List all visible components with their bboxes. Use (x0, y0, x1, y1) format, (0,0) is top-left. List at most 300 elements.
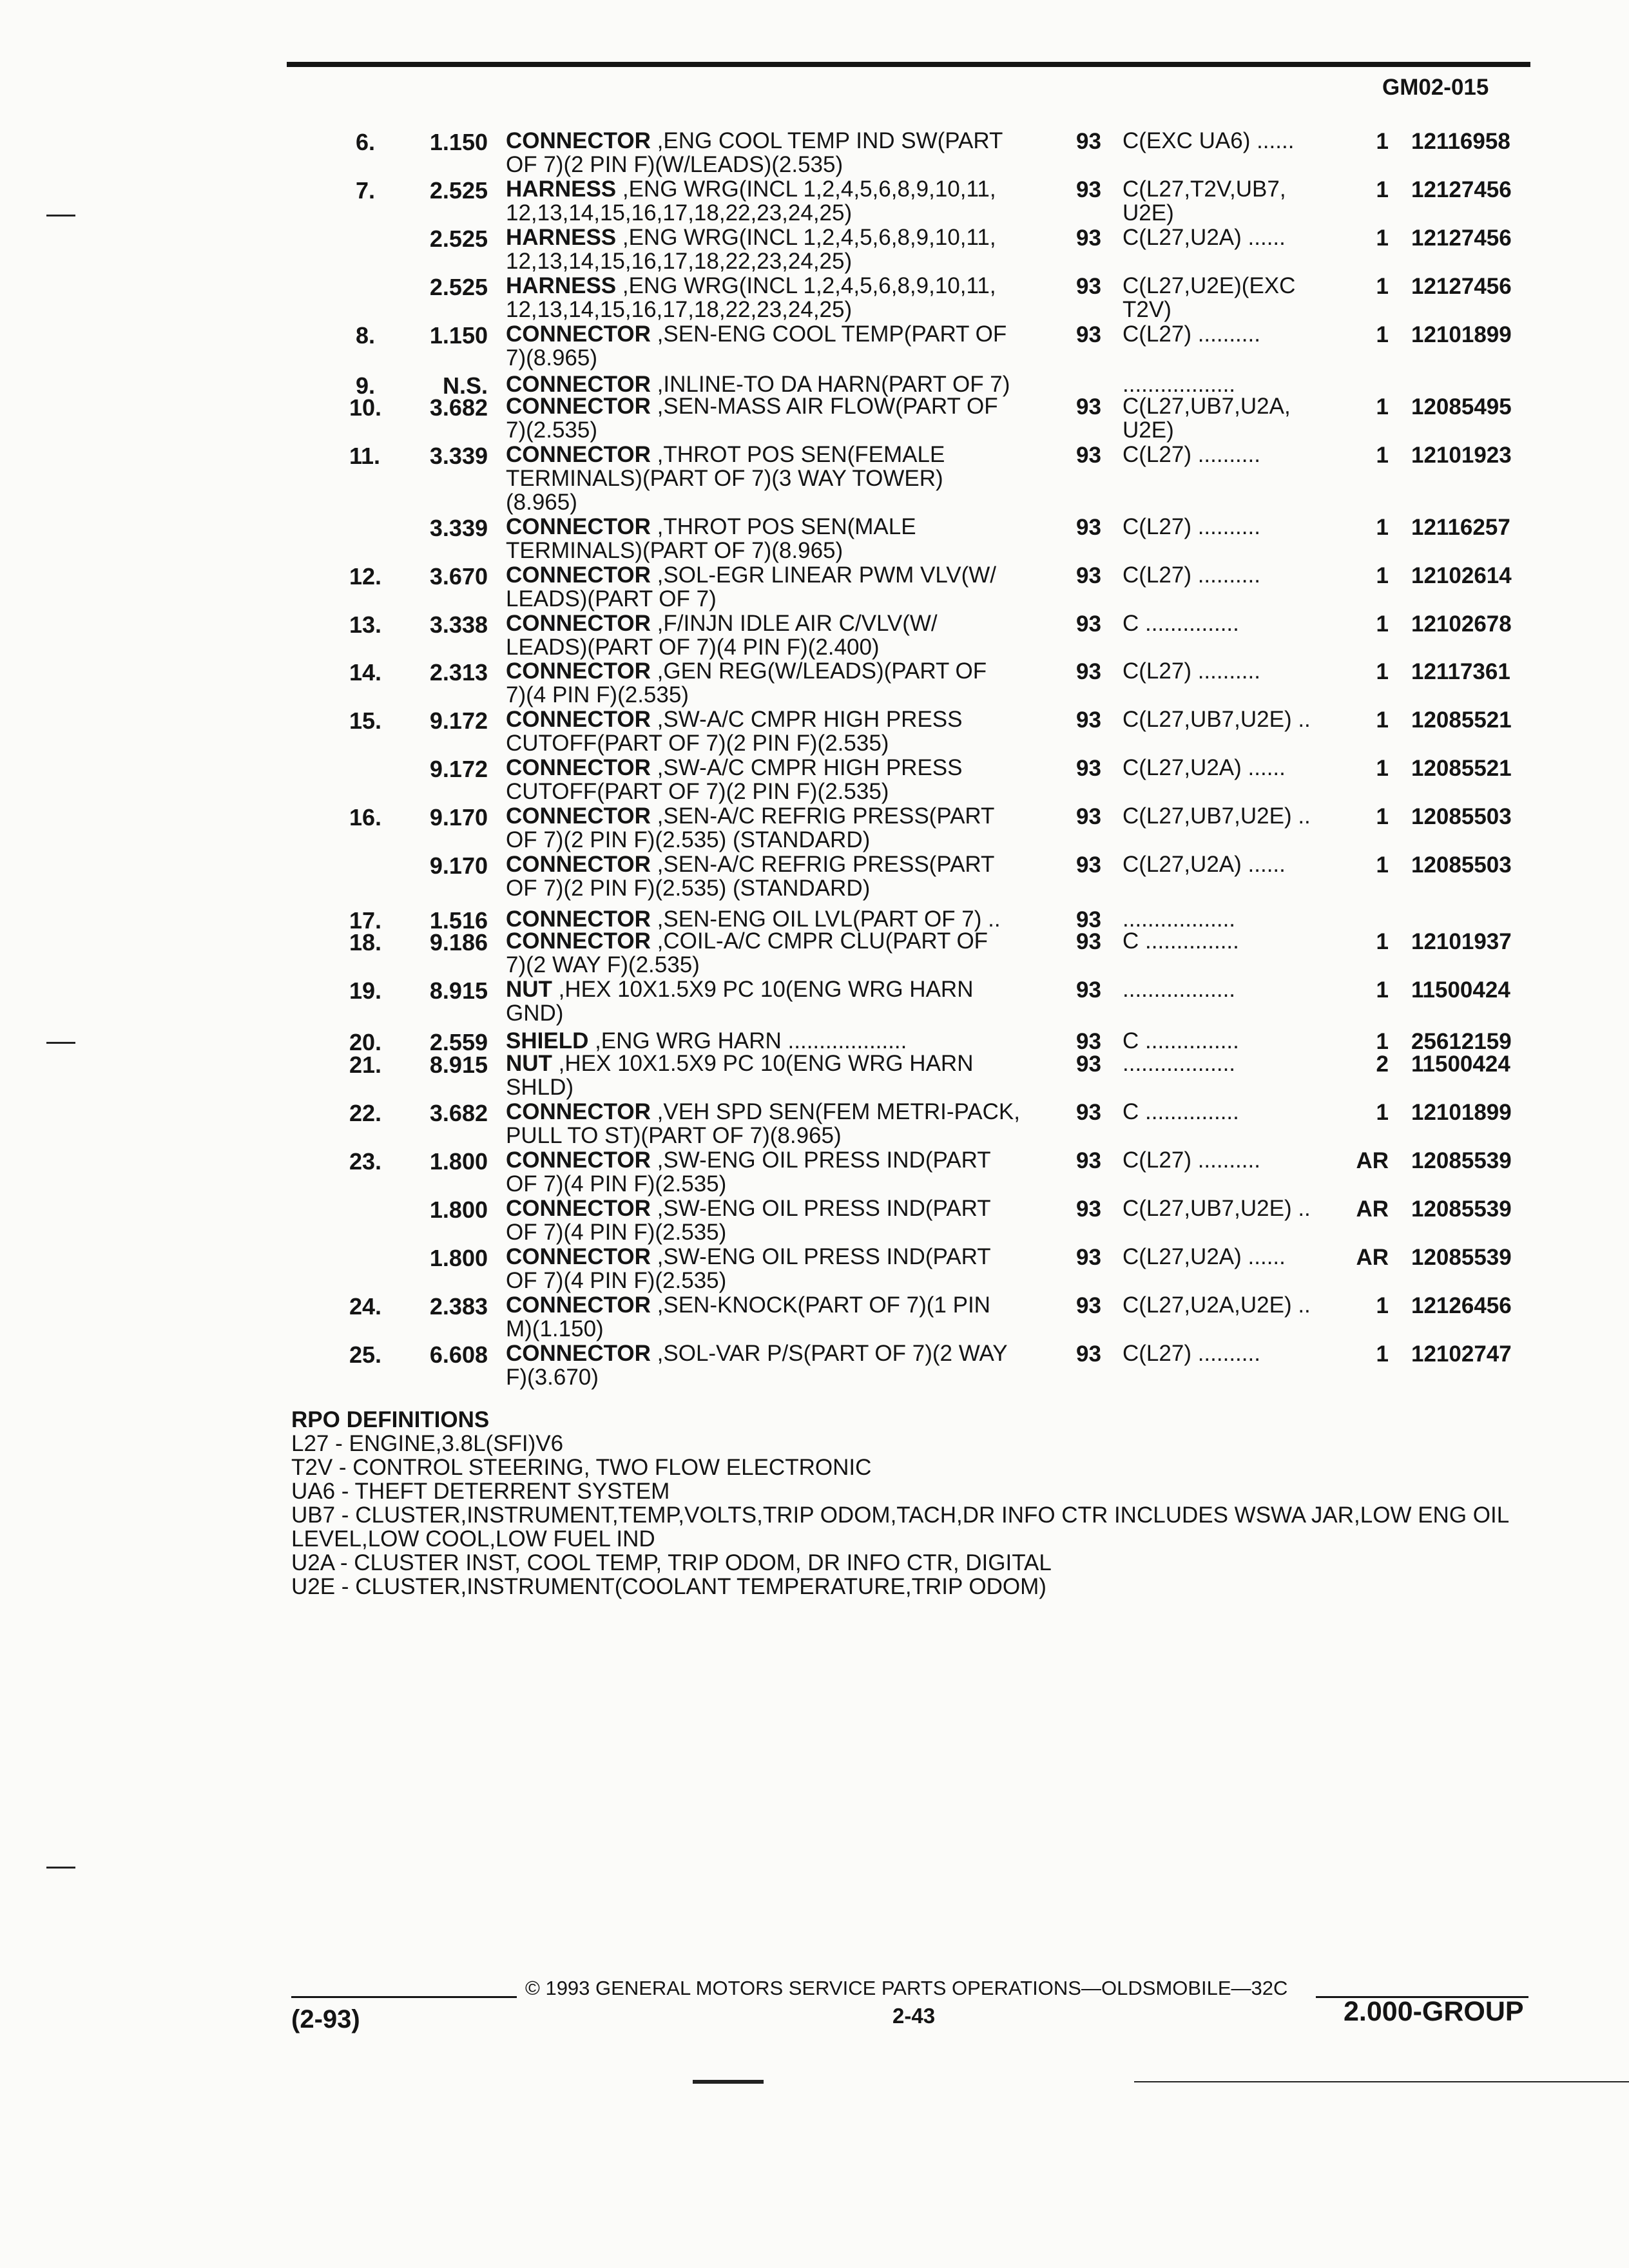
illustration-ref: 8.915 (429, 1052, 488, 1078)
part-row (0, 1245, 1629, 1293)
item-number: 13. (349, 611, 382, 638)
model-year: 93 (1076, 274, 1101, 299)
description-line: LEADS)(PART OF 7) (506, 586, 717, 611)
application (1123, 1196, 1311, 1220)
part-description (506, 611, 938, 659)
illustration-ref: 1.800 (429, 1148, 488, 1175)
item-number: 25. (349, 1341, 382, 1368)
application (1123, 322, 1260, 346)
illustration-ref: 2.313 (429, 659, 488, 686)
item-number: 23. (349, 1148, 382, 1175)
quantity: 1 (1376, 1100, 1389, 1125)
application-line: C(L27,UB7,U2E) .. (1123, 803, 1311, 829)
application-line: U2E) (1123, 418, 1174, 443)
application-line: .................. (1123, 1051, 1236, 1076)
model-year: 93 (1076, 1029, 1101, 1054)
part-number: 12127456 (1411, 226, 1512, 251)
application-line: C(EXC UA6) ...... (1123, 128, 1295, 153)
application (1123, 177, 1286, 225)
description-line: ,SEN-KNOCK(PART OF 7)(1 PIN (650, 1293, 990, 1318)
part-number: 11500424 (1411, 1052, 1510, 1077)
model-year: 93 (1076, 443, 1101, 468)
application-line: C(L27) .......... (1123, 322, 1260, 347)
model-year: 93 (1076, 177, 1101, 202)
quantity: 1 (1376, 611, 1389, 637)
application (1123, 1341, 1260, 1365)
part-description (506, 129, 1003, 177)
description-line: ,HEX 10X1.5X9 PC 10(ENG WRG HARN (552, 977, 974, 1002)
model-year: 93 (1076, 907, 1101, 932)
model-year: 93 (1076, 1341, 1101, 1367)
rpo-line: U2E - CLUSTER,INSTRUMENT(COOLANT TEMPERATURE,TRIP ODOM) (291, 1574, 1046, 1599)
quantity: 1 (1376, 977, 1389, 1003)
part-number: 12127456 (1411, 177, 1512, 202)
description-line: 12,13,14,15,16,17,18,22,23,24,25) (506, 249, 853, 274)
model-year: 93 (1076, 1052, 1101, 1077)
description-line: OF 7)(2 PIN F)(2.535) (STANDARD) (506, 827, 871, 852)
model-year: 93 (1076, 1100, 1101, 1125)
description-line: OF 7)(4 PIN F)(2.535) (506, 1171, 727, 1196)
part-description (506, 1293, 990, 1341)
application-line: .................. (1123, 977, 1236, 1002)
description-line: 7)(2 WAY F)(2.535) (506, 952, 700, 977)
page-number: 2-43 (892, 2004, 936, 2028)
quantity: 1 (1376, 804, 1389, 829)
footer-rule-left (291, 1996, 517, 1998)
illustration-ref: 2.559 (429, 1029, 488, 1055)
description-line: ,SOL-EGR LINEAR PWM VLV(W/ (650, 562, 997, 588)
rpo-title: RPO DEFINITIONS (291, 1407, 490, 1432)
model-year: 93 (1076, 226, 1101, 251)
item-number: 12. (349, 563, 382, 590)
model-year: 93 (1076, 611, 1101, 637)
part-noun: CONNECTOR (506, 128, 651, 153)
application-line: .................. (1123, 907, 1236, 932)
part-noun: CONNECTOR (506, 1244, 651, 1269)
application-line: C(L27) .......... (1123, 514, 1260, 539)
illustration-ref: 1.800 (429, 1196, 488, 1223)
description-line: (8.965) (506, 490, 577, 515)
application-line: C(L27) .......... (1123, 442, 1260, 467)
item-number: 18. (349, 929, 382, 956)
description-line: ,SOL-VAR P/S(PART OF 7)(2 WAY (650, 1341, 1008, 1366)
part-row (0, 707, 1629, 756)
part-noun: CONNECTOR (506, 1099, 651, 1124)
part-number: 12101899 (1411, 1100, 1512, 1125)
description-line: ,SEN-ENG OIL LVL(PART OF 7) .. (650, 907, 1001, 932)
description-line: F)(3.670) (506, 1365, 599, 1390)
quantity: 1 (1376, 659, 1389, 684)
part-number: 12102678 (1411, 611, 1512, 637)
part-row (0, 322, 1629, 370)
illustration-ref: 2.383 (429, 1293, 488, 1320)
description-line: 7)(8.965) (506, 345, 598, 370)
quantity: 1 (1376, 443, 1389, 468)
part-noun: CONNECTOR (506, 852, 651, 877)
model-year: 93 (1076, 659, 1101, 684)
description-line: ,SEN-ENG COOL TEMP(PART OF (650, 322, 1007, 347)
item-number: 10. (349, 394, 382, 421)
description-line: ,ENG WRG HARN ................... (588, 1028, 907, 1053)
application (1123, 372, 1235, 396)
model-year: 93 (1076, 394, 1101, 419)
part-row (0, 804, 1629, 852)
application (1123, 804, 1311, 828)
part-description (506, 177, 996, 225)
illustration-ref: 6.608 (429, 1341, 488, 1368)
part-row (0, 129, 1629, 177)
quantity: 1 (1376, 929, 1389, 954)
part-row (0, 929, 1629, 977)
rpo-line: T2V - CONTROL STEERING, TWO FLOW ELECTRONIC (291, 1455, 872, 1480)
part-description (506, 394, 998, 442)
part-noun: CONNECTOR (506, 928, 651, 954)
description-line: ,ENG WRG(INCL 1,2,4,5,6,8,9,10,11, (616, 177, 996, 202)
part-row (0, 756, 1629, 804)
model-year: 93 (1076, 129, 1101, 154)
part-row (0, 611, 1629, 660)
quantity: 1 (1376, 852, 1389, 878)
illustration-ref: 1.516 (429, 907, 488, 934)
illustration-ref: 3.339 (429, 443, 488, 469)
model-year: 93 (1076, 563, 1101, 588)
part-number: 12126456 (1411, 1293, 1512, 1318)
illustration-ref: 9.172 (429, 756, 488, 782)
part-row (0, 563, 1629, 611)
part-description (506, 1029, 907, 1053)
part-number: 12127456 (1411, 274, 1512, 299)
description-line: OF 7)(4 PIN F)(2.535) (506, 1268, 727, 1293)
application-line: C(L27) .......... (1123, 658, 1260, 684)
model-year: 93 (1076, 756, 1101, 781)
description-line: CUTOFF(PART OF 7)(2 PIN F)(2.535) (506, 779, 889, 804)
scan-mark (46, 215, 75, 216)
illustration-ref: 9.170 (429, 804, 488, 831)
description-line: ,SW-ENG OIL PRESS IND(PART (650, 1148, 991, 1173)
application-line: C ............... (1123, 611, 1239, 636)
rpo-line: LEVEL,LOW COOL,LOW FUEL IND (291, 1526, 655, 1552)
description-line: ,F/INJN IDLE AIR C/VLV(W/ (650, 611, 938, 636)
illustration-ref: 3.682 (429, 394, 488, 421)
description-line: ,VEH SPD SEN(FEM METRI-PACK, (650, 1099, 1020, 1124)
item-number: 24. (349, 1293, 382, 1320)
illustration-ref: 3.670 (429, 563, 488, 590)
part-number: 12101899 (1411, 322, 1512, 347)
description-line: TERMINALS)(PART OF 7)(3 WAY TOWER) (506, 466, 943, 491)
part-number: 12085539 (1411, 1196, 1512, 1222)
part-noun: CONNECTOR (506, 322, 651, 347)
scan-mark (46, 1042, 75, 1044)
model-year: 93 (1076, 852, 1101, 878)
part-number: 12085521 (1411, 707, 1512, 733)
part-number: 12085495 (1411, 394, 1512, 419)
description-line: ,ENG WRG(INCL 1,2,4,5,6,8,9,10,11, (616, 273, 996, 298)
description-line: 12,13,14,15,16,17,18,22,23,24,25) (506, 200, 853, 226)
part-row (0, 1052, 1629, 1100)
part-row (0, 515, 1629, 563)
item-number: 20. (349, 1029, 382, 1055)
quantity: 1 (1376, 707, 1389, 733)
application (1123, 394, 1291, 442)
application (1123, 443, 1260, 466)
model-year: 93 (1076, 1245, 1101, 1270)
scan-mark (693, 2080, 764, 2084)
group-label: 2.000-GROUP (1344, 1996, 1524, 2027)
part-row (0, 177, 1629, 226)
application (1123, 977, 1235, 1001)
application (1123, 274, 1295, 322)
description-line: ,SEN-A/C REFRIG PRESS(PART (650, 852, 995, 877)
model-year: 93 (1076, 1196, 1101, 1222)
part-description (506, 443, 945, 514)
part-description (506, 563, 996, 611)
part-noun: NUT (506, 977, 552, 1002)
part-number: 11500424 (1411, 977, 1510, 1003)
description-line: 7)(4 PIN F)(2.535) (506, 682, 689, 707)
part-row (0, 394, 1629, 443)
description-line: ,INLINE-TO DA HARN(PART OF 7) (650, 372, 1010, 397)
item-number: 21. (349, 1052, 382, 1078)
item-number: 17. (349, 907, 382, 934)
revision-date: (2-93) (291, 2005, 360, 2033)
rpo-line: UA6 - THEFT DETERRENT SYSTEM (291, 1479, 670, 1504)
part-noun: CONNECTOR (506, 1196, 651, 1221)
description-line: ,ENG WRG(INCL 1,2,4,5,6,8,9,10,11, (616, 225, 996, 250)
quantity: 1 (1376, 322, 1389, 347)
part-noun: CONNECTOR (506, 707, 651, 732)
application (1123, 611, 1239, 635)
description-line: OF 7)(2 PIN F)(W/LEADS)(2.535) (506, 152, 843, 177)
part-number: 12101923 (1411, 443, 1512, 468)
description-line: PULL TO ST)(PART OF 7)(8.965) (506, 1123, 842, 1148)
application-line: C(L27,U2A) ...... (1123, 755, 1286, 780)
application-line: C(L27,UB7,U2E) .. (1123, 707, 1311, 732)
application-line: T2V) (1123, 297, 1171, 322)
catalog-code: GM02-015 (1382, 75, 1489, 100)
quantity: 1 (1376, 226, 1389, 251)
application (1123, 1029, 1239, 1053)
quantity: 1 (1376, 563, 1389, 588)
illustration-ref: 9.186 (429, 929, 488, 956)
quantity: AR (1356, 1148, 1389, 1173)
description-line: CUTOFF(PART OF 7)(2 PIN F)(2.535) (506, 731, 889, 756)
part-number: 25612159 (1411, 1029, 1512, 1054)
application (1123, 1148, 1260, 1172)
description-line: ,ENG COOL TEMP IND SW(PART (650, 128, 1003, 153)
description-line: OF 7)(2 PIN F)(2.535) (STANDARD) (506, 876, 871, 901)
description-line: ,SW-A/C CMPR HIGH PRESS (650, 707, 963, 732)
application (1123, 226, 1286, 249)
description-line: ,SEN-MASS AIR FLOW(PART OF (650, 394, 998, 419)
quantity: 1 (1376, 1293, 1389, 1318)
quantity: 1 (1376, 1029, 1389, 1054)
rpo-line: U2A - CLUSTER INST, COOL TEMP, TRIP ODOM, DR INFO CTR, DIGITAL (291, 1550, 1052, 1575)
rpo-line: UB7 - CLUSTER,INSTRUMENT,TEMP,VOLTS,TRIP ODOM,TACH,DR INFO CTR INCLUDES WSWA JAR,LOW ENG OIL (291, 1503, 1510, 1528)
application (1123, 129, 1294, 153)
application (1123, 1245, 1286, 1269)
model-year: 93 (1076, 929, 1101, 954)
description-line: M)(1.150) (506, 1316, 604, 1341)
description-line: GND) (506, 1001, 564, 1026)
quantity: 1 (1376, 1341, 1389, 1367)
description-line: ,SEN-A/C REFRIG PRESS(PART (650, 803, 995, 829)
part-noun: HARNESS (506, 273, 617, 298)
illustration-ref: 2.525 (429, 274, 488, 300)
application (1123, 929, 1239, 953)
rpo-definitions (291, 1408, 1509, 1599)
application (1123, 1293, 1311, 1317)
quantity: 1 (1376, 756, 1389, 781)
model-year: 93 (1076, 707, 1101, 733)
model-year: 93 (1076, 977, 1101, 1003)
part-row (0, 442, 1629, 515)
description-line: ,THROT POS SEN(MALE (650, 514, 916, 539)
application-line: C ............... (1123, 1028, 1239, 1053)
item-number: 19. (349, 977, 382, 1004)
part-noun: CONNECTOR (506, 394, 651, 419)
part-row (0, 1100, 1629, 1148)
part-row (0, 1293, 1629, 1341)
part-description (506, 1341, 1008, 1389)
part-description (506, 929, 988, 977)
part-description (506, 274, 996, 322)
application-line: C(L27,U2A) ...... (1123, 225, 1286, 250)
illustration-ref: 1.150 (429, 129, 488, 155)
illustration-ref: 9.172 (429, 707, 488, 734)
part-noun: NUT (506, 1051, 552, 1076)
part-noun: CONNECTOR (506, 611, 651, 636)
part-noun: CONNECTOR (506, 658, 651, 684)
part-noun: CONNECTOR (506, 442, 651, 467)
part-noun: HARNESS (506, 225, 617, 250)
part-row (0, 1148, 1629, 1196)
rpo-line: L27 - ENGINE,3.8L(SFI)V6 (291, 1431, 564, 1456)
part-row (0, 226, 1629, 274)
part-description (506, 659, 987, 707)
part-row (0, 852, 1629, 901)
part-number: 12085521 (1411, 756, 1512, 781)
application-line: .................. (1123, 372, 1236, 397)
description-line: ,GEN REG(W/LEADS)(PART OF (650, 658, 987, 684)
illustration-ref: 8.915 (429, 977, 488, 1004)
quantity: 1 (1376, 515, 1389, 540)
part-description (506, 1148, 991, 1196)
part-description (506, 756, 963, 803)
part-number: 12117361 (1411, 659, 1510, 684)
item-number: 22. (349, 1100, 382, 1126)
application-line: C(L27) .......... (1123, 1341, 1260, 1366)
part-number: 12085503 (1411, 852, 1512, 878)
item-number: 8. (355, 322, 375, 349)
top-rule (287, 62, 1530, 67)
application-line: C(L27,UB7,U2E) .. (1123, 1196, 1311, 1221)
quantity: 2 (1376, 1052, 1389, 1077)
illustration-ref: 3.339 (429, 515, 488, 541)
application-line: U2E) (1123, 200, 1174, 226)
application-line: C(L27,U2A) ...... (1123, 852, 1286, 877)
part-number: 12085539 (1411, 1148, 1512, 1173)
application (1123, 1052, 1235, 1075)
application (1123, 852, 1286, 876)
part-description (506, 1245, 991, 1293)
item-number: 11. (349, 443, 381, 469)
part-row (0, 659, 1629, 707)
description-line: SHLD) (506, 1075, 574, 1100)
part-noun: CONNECTOR (506, 1148, 651, 1173)
part-number: 12085539 (1411, 1245, 1512, 1270)
part-noun: CONNECTOR (506, 1341, 651, 1366)
part-number: 12116958 (1411, 129, 1510, 154)
part-description (506, 804, 994, 852)
application (1123, 563, 1260, 587)
application (1123, 659, 1260, 683)
application (1123, 756, 1286, 780)
scan-mark (46, 1867, 75, 1869)
illustration-ref: N.S. (442, 372, 488, 399)
part-description (506, 852, 994, 900)
model-year: 93 (1076, 1293, 1101, 1318)
part-description (506, 707, 963, 755)
illustration-ref: 2.525 (429, 177, 488, 204)
quantity: AR (1356, 1196, 1389, 1222)
copyright-notice: © 1993 GENERAL MOTORS SERVICE PARTS OPERATIONS—OLDSMOBILE—32C (525, 1977, 1288, 1999)
part-description (506, 515, 916, 562)
description-line: ,SW-ENG OIL PRESS IND(PART (650, 1244, 991, 1269)
part-noun: HARNESS (506, 177, 617, 202)
part-noun: CONNECTOR (506, 1293, 651, 1318)
model-year: 93 (1076, 1148, 1101, 1173)
part-row (0, 977, 1629, 1026)
application-line: C(L27) .......... (1123, 1148, 1260, 1173)
part-row (0, 1341, 1629, 1390)
part-description (506, 1052, 973, 1099)
item-number: 15. (349, 707, 382, 734)
description-line: ,THROT POS SEN(FEMALE (650, 442, 945, 467)
part-noun: CONNECTOR (506, 562, 651, 588)
quantity: 1 (1376, 129, 1389, 154)
quantity: 1 (1376, 177, 1389, 202)
part-row (0, 1196, 1629, 1245)
part-number: 12102614 (1411, 563, 1512, 588)
scan-mark (1134, 2081, 1629, 2082)
part-number: 12116257 (1411, 515, 1510, 540)
model-year: 93 (1076, 322, 1101, 347)
item-number: 6. (355, 129, 375, 155)
part-description (506, 977, 973, 1025)
illustration-ref: 9.170 (429, 852, 488, 879)
part-noun: SHIELD (506, 1028, 589, 1053)
application (1123, 707, 1311, 731)
item-number: 16. (349, 804, 382, 831)
illustration-ref: 1.150 (429, 322, 488, 349)
part-description (506, 1196, 991, 1244)
part-description (506, 226, 996, 273)
part-number: 12101937 (1411, 929, 1512, 954)
quantity: AR (1356, 1245, 1389, 1270)
description-line: 12,13,14,15,16,17,18,22,23,24,25) (506, 297, 853, 322)
model-year: 93 (1076, 515, 1101, 540)
description-line: 7)(2.535) (506, 418, 598, 443)
description-line: ,SW-A/C CMPR HIGH PRESS (650, 755, 963, 780)
application-line: C(L27,UB7,U2A, (1123, 394, 1291, 419)
part-noun: CONNECTOR (506, 803, 651, 829)
illustration-ref: 2.525 (429, 226, 488, 252)
description-line: ,HEX 10X1.5X9 PC 10(ENG WRG HARN (552, 1051, 974, 1076)
part-description (506, 1100, 1020, 1148)
description-line: OF 7)(4 PIN F)(2.535) (506, 1220, 727, 1245)
illustration-ref: 3.682 (429, 1100, 488, 1126)
part-description (506, 907, 1001, 931)
